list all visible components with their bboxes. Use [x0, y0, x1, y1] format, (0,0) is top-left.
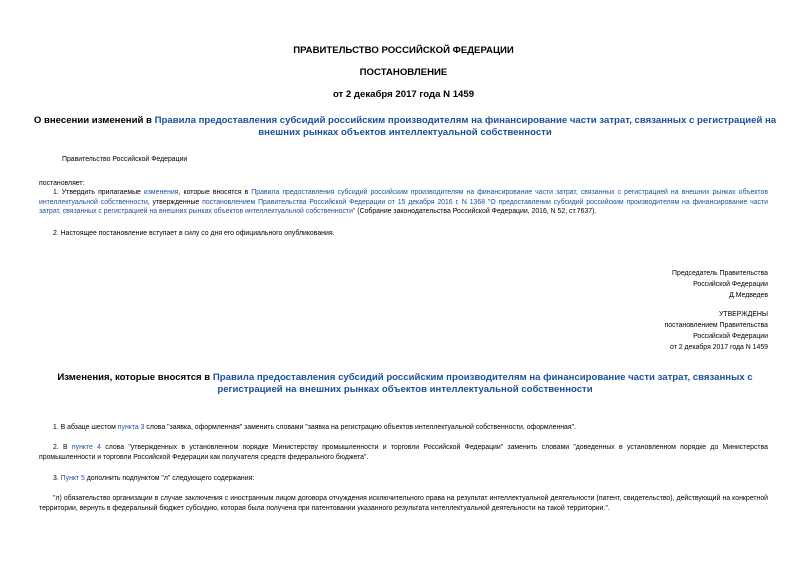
point-3-link[interactable]: пункта 3: [117, 424, 145, 431]
resolution-1368-link[interactable]: постановлением Правительства Российской Федерации от 15 декабря 2016 г. N 1368 "О предоставлении субсидий российским производителям на финансирование части затрат, связанных с регистрацией на внешних рынках объектов интеллектуальной собственности": [39, 198, 769, 216]
change-1: [53, 423, 576, 433]
change-3: [53, 474, 254, 484]
paragraph-2: 2. Настоящее постановление вступает в силу со дня его официального опубликования.: [53, 230, 335, 237]
document-title: [30, 115, 780, 139]
document-title-prefix: О внесении изменений в: [33, 115, 155, 126]
decides-text: постановляет:: [39, 180, 85, 187]
change-2-text-b: слова "утвержденных в установленном порядке Министерству промышленности и торговли Российской Федерации" заменить словами "доведенных в установленном порядке до Министерства промышленности и торговли Российской Федерации как получателя средств федерального бюджета".: [39, 444, 769, 461]
signature-line-3: Д.Медведев: [729, 292, 768, 299]
change-2: [39, 443, 768, 462]
changes-rules-link[interactable]: Правила предоставления субсидий российским производителям на финансирование части затрат, связанных с регистрацией на внешних рынках объектов интеллектуальной собственности: [212, 372, 753, 395]
header-org: ПРАВИТЕЛЬСТВО РОССИЙСКОЙ ФЕДЕРАЦИИ: [293, 45, 514, 56]
changes-title-prefix: Изменения, которые вносятся в: [57, 372, 213, 383]
changes-title: [30, 372, 780, 396]
header-doc-type: ПОСТАНОВЛЕНИЕ: [359, 67, 448, 78]
paragraph-1-text-d: (Собрание законодательства Российской Федерации, 2016, N 52, ст.7637).: [355, 208, 597, 216]
paragraph-1-text-a: 1. Утвердить прилагаемые: [53, 189, 144, 196]
preamble: Правительство Российской Федерации: [62, 156, 188, 163]
approved-line-4: от 2 декабря 2017 года N 1459: [670, 344, 768, 351]
point-4-link[interactable]: пункте 4: [71, 444, 102, 451]
change-1-text-b: слова "заявка, оформленная" заменить словами "заявка на регистрацию объектов интеллектуальной собственности, оформленная".: [144, 424, 576, 431]
paragraph-1-text-b: , которые вносятся в: [178, 189, 252, 196]
approved-line-2: постановлением Правительства: [664, 322, 768, 329]
change-3-quote: "л) обязательство организации в случае заключения с иностранным лицом договора отчуждения исключительного права на результат интеллектуальной деятельности (патент, свидетельство), действующий на конкретной территории, вернуть в федеральный бюджет субсидию, которая была получена при патентовании указанного результата интеллектуальной деятельности на такой территории.".: [39, 495, 768, 512]
header-date-number: от 2 декабря 2017 года N 1459: [332, 89, 475, 100]
approved-line-1: УТВЕРЖДЕНЫ: [719, 311, 768, 318]
signature-line-2: Российской Федерации: [693, 281, 768, 288]
change-2-text-a: 2. В: [53, 444, 72, 451]
signature-block: [672, 268, 768, 301]
change-3-text-b: дополнить подпунктом "л" следующего содержания:: [84, 475, 255, 482]
rules-link-2[interactable]: Правила предоставления субсидий российским производителям на финансирование части затрат, связанных с регистрацией на внешних рынках объектов интеллектуальной собственности: [39, 189, 768, 206]
changes-link[interactable]: изменения: [143, 189, 179, 196]
paragraph-1-text-c: , утвержденные: [147, 198, 203, 206]
paragraph-1: [39, 188, 768, 217]
approved-line-3: Российской Федерации: [693, 333, 768, 340]
point-5-link[interactable]: Пункт 5: [60, 475, 85, 482]
rules-link[interactable]: Правила предоставления субсидий российским производителям на финансирование части затрат, связанных с регистрацией на внешних рынках объектов интеллектуальной собственности: [154, 115, 777, 138]
change-1-text-a: 1. В абзаце шестом: [53, 424, 118, 431]
approved-block: [665, 309, 769, 353]
signature-line-1: Председатель Правительства: [672, 270, 768, 277]
change-3-text-a: 3.: [53, 475, 61, 482]
